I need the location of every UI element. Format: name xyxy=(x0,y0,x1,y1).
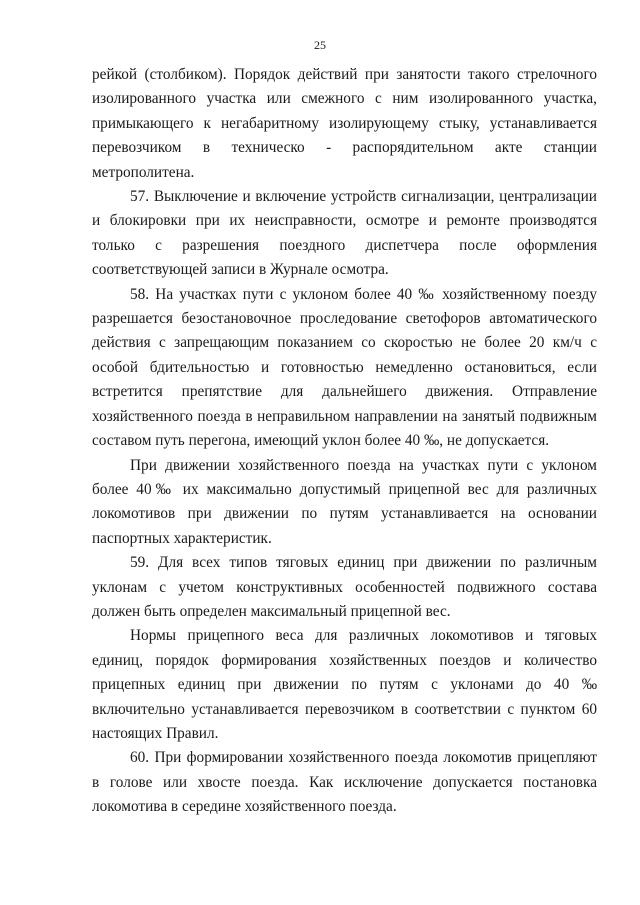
paragraph-continuation: рейкой (столбиком). Порядок действий при занятости такого стрелочного изолированного участка или смежного с ним изолированного участка, примыкающего к негабаритному изолирующему стыку, устанавливается перевозчиком в техническо - распорядительном акте станции метрополитена. xyxy=(92,66,597,181)
paragraph-item-58: 58. На участках пути с уклоном более 40 ‰ хозяйственному поезду разрешается безостановочное проследование светофоров автоматического действия с запрещающим показанием со скоростью не более 20 км/ч с особой бдительностью и готовностью немедленно остановиться, если встретится препятствие для дальнейшего движения. Отправление хозяйственного поезда в неправильном направлении на занятый подвижным составом путь перегона, имеющий уклон более 40 ‰, не допускается. xyxy=(92,285,597,450)
paragraph-item-57: 57. Выключение и включение устройств сигнализации, централизации и блокировки при их неисправности, осмотре и ремонте производятся только с разрешения поездного диспетчера после оформления соответствующей записи в Журнале осмотра. xyxy=(92,188,597,279)
page-number: 25 xyxy=(314,38,326,52)
paragraph-gradient-weight: При движении хозяйственного поезда на участках пути с уклоном более 40‰ их максимально допустимый прицепной вес для различных локомотивов при движении по путям устанавливается на основании паспортных характеристик. xyxy=(92,456,597,547)
paragraph-item-59: 59. Для всех типов тяговых единиц при движении по различным уклонам с учетом конструктивных особенностей подвижного состава должен быть определен максимальный прицепной вес. xyxy=(92,554,597,620)
paragraph-item-60: 60. При формировании хозяйственного поезда локомотив прицепляют в голове или хвосте поезда. Как исключение допускается постановка локомотива в середине хозяйственного поезда. xyxy=(92,749,597,816)
paragraph-weight-norms: Нормы прицепного веса для различных локомотивов и тяговых единиц, порядок формирования хозяйственных поездов и количество прицепных единиц при движении по путям с уклонами до 40 ‰ включительно устанавливается перевозчиком в соответствии с пунктом 60 настоящих Правил. xyxy=(92,627,597,742)
document-body xyxy=(92,63,597,820)
